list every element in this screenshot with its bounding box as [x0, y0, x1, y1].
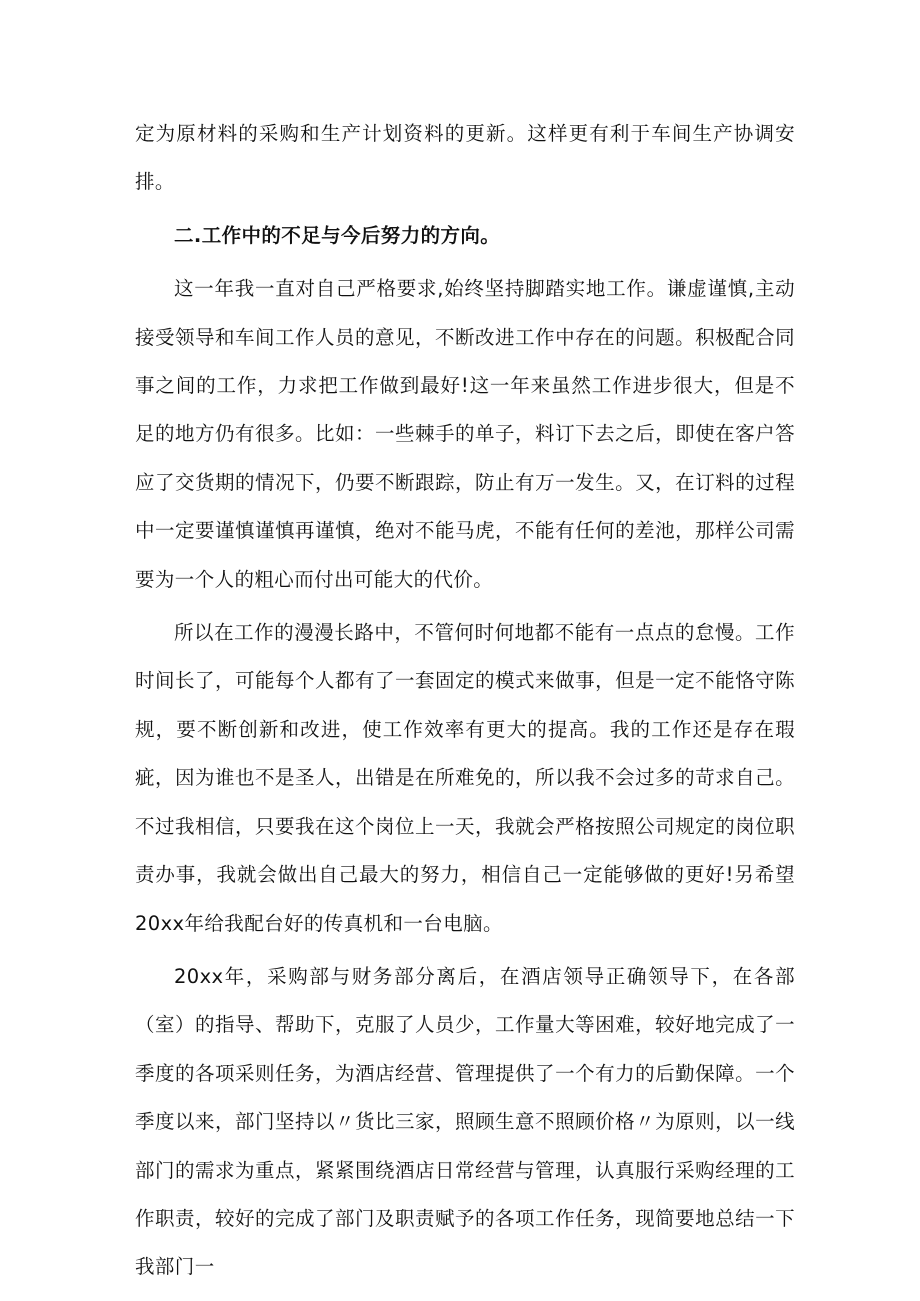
document-body — [135, 110, 795, 1297]
section-heading: 二.工作中的不足与今后努力的方向。 — [174, 223, 501, 247]
paragraph-purchasing-summary: 20xx年，采购部与财务部分离后，在酒店领导正确领导下，在各部（室）的指导、帮助下，克服了人员少，工作量大等困难，较好地完成了一季度的各项采则任务，为酒店经营、管理提供了一个有力的后勤保障。一个季度以来，部门坚持以〃货比三家，照顾生意不照顾价格〃为原则，以一线部门的需求为重点，紧紧围绕酒店日常经营与管理，认真服行采购经理的工作职责，较好的完成了部门及职责赋予的各项工作任务，现简要地总结一下我部门一 — [135, 964, 795, 1279]
paragraph-continuation: 定为原材料的采购和生产计划资料的更新。这样更有利于车间生产协调安排。 — [135, 122, 795, 194]
paragraph-self-review: 这一年我一直对自己严格要求,始终坚持脚踏实地工作。谦虚谨慎,主动接受领导和车间工作人员的意见，不断改进工作中存在的问题。积极配合同事之间的工作，力求把工作做到最好!这一年来虽然工作进步很大，但是不足的地方仍有很多。比如：一些棘手的单子，料订下去之后，即使在客户答应了交货期的情况下，仍要不断跟踪，防止有万一发生。又，在订料的过程中一定要谨慎谨慎再谨慎，绝对不能马虎，不能有任何的差池，那样公司需要为一个人的粗心而付出可能大的代价。 — [135, 277, 795, 591]
paragraph-improvement: 所以在工作的漫漫长路中，不管何时何地都不能有一点点的怠慢。工作时间长了，可能每个人都有了一套固定的模式来做事，但是一定不能恪守陈规，要不断创新和改进，使工作效率有更大的提高。我的工作还是存在瑕疵，因为谁也不是圣人，出错是在所难免的，所以我不会过多的苛求自己。不过我相信，只要我在这个岗位上一天，我就会严格按照公司规定的岗位职责办事，我就会做出自己最大的努力，相信自己一定能够做的更好!另希望20xx年给我配台好的传真机和一台电脑。 — [135, 621, 795, 935]
